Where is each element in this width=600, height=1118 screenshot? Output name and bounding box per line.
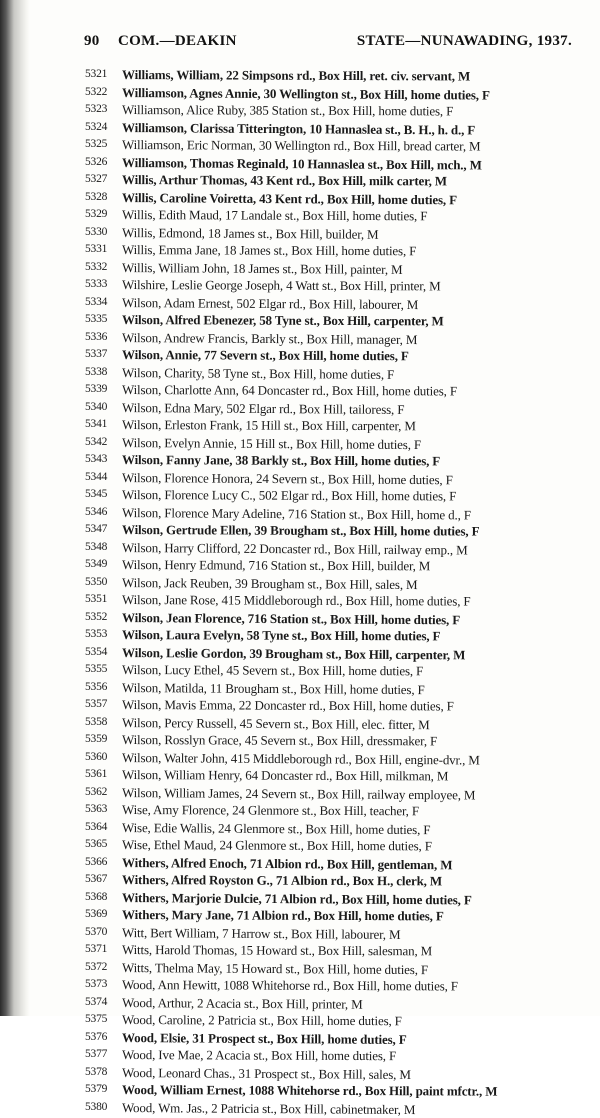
entry-number: 5327 [85,173,108,185]
list-item [0,801,600,819]
entry-text: Wilson, Percy Russell, 45 Severn st., Box Hill, elec. fitter, M [121,714,430,732]
entry-number: 5321 [85,68,108,80]
entry-text: Witts, Harold Thomas, 15 Howard st., Box Hill, salesman, M [121,942,433,959]
entry-number: 5351 [85,593,108,605]
list-item [0,836,600,854]
entry-number: 5378 [85,1065,108,1078]
entry-text: Willis, William John, 18 James st., Box Hill, painter, M [121,259,403,277]
entry-text: Wilson, Walter John, 415 Middleborough rd., Box Hill, engine-dvr., M [121,749,480,767]
list-item [0,364,600,382]
entry-number: 5373 [85,978,108,990]
entry-text: Williamson, Clarissa Titterington, 10 Hannaslea st., B. H., h. d., F [121,119,476,137]
entry-number: 5356 [85,680,108,693]
list-item [0,924,600,942]
entry-number: 5348 [85,540,108,553]
entry-number: 5335 [85,313,108,325]
entry-number: 5331 [85,243,108,255]
entry-text: Wood, Elsie, 31 Prospect st., Box Hill, home duties, F [121,1029,407,1047]
list-item [0,591,600,609]
entry-text: Wilson, William Henry, 64 Doncaster rd., Box Hill, milkman, M [121,767,449,784]
entry-number: 5361 [85,768,108,780]
list-item [0,871,600,889]
entry-number: 5358 [85,715,108,728]
entry-number: 5375 [85,1013,108,1025]
list-item [0,311,600,329]
entry-number: 5325 [85,138,108,150]
entry-text: Wilson, Harry Clifford, 22 Doncaster rd., Box Hill, railway emp., M [121,539,468,557]
list-item [0,329,600,347]
entry-number: 5369 [85,908,108,920]
entry-text: Wilson, Florence Honora, 24 Severn st., Box Hill, home duties, F [121,469,453,487]
list-item [0,854,600,872]
list-item [0,101,600,119]
list-item [0,1099,600,1117]
list-item [0,819,600,837]
entry-text: Wilson, Rosslyn Grace, 45 Severn st., Box Hill, dressmaker, F [121,732,438,749]
entry-text: Wilson, Charity, 58 Tyne st., Box Hill, home duties, F [121,364,395,382]
list-item [0,574,600,592]
entry-text: Withers, Alfred Royston G., 71 Albion rd., Box H., clerk, M [121,872,443,889]
entry-number: 5343 [85,453,108,465]
entry-text: Williamson, Alice Ruby, 385 Station st., Box Hill, home duties, F [121,102,454,119]
list-item [0,171,600,189]
entry-number: 5363 [85,803,108,815]
header-left-title: COM.—DEAKIN [118,33,237,49]
entry-number: 5371 [85,943,108,955]
entry-text: Williamson, Thomas Reginald, 10 Hannaslea st., Box Hill, mch., M [121,154,482,173]
entry-text: Withers, Alfred Enoch, 71 Albion rd., Box Hill, gentleman, M [121,854,453,872]
entry-number: 5349 [85,558,108,570]
entry-text: Willis, Emma Jane, 18 James st., Box Hill, home duties, F [121,242,417,259]
entry-number: 5354 [85,645,108,658]
list-item [0,731,600,749]
entry-text: Wilshire, Leslie George Joseph, 4 Watt st., Box Hill, printer, M [121,277,441,294]
list-item [0,679,600,697]
entry-text: Wood, Leonard Chas., 31 Prospect st., Box Hill, sales, M [121,1064,411,1082]
list-item [0,399,600,417]
list-item [0,486,600,504]
entry-number: 5376 [85,1030,108,1043]
list-item [0,206,600,224]
list-item [0,1064,600,1082]
entry-text: Willis, Edith Maud, 17 Landale st., Box Hill, home duties, F [121,207,428,224]
entry-text: Wilson, Jean Florence, 716 Station st., Box Hill, home duties, F [121,609,461,627]
entry-number: 5350 [85,575,108,588]
entry-text: Wilson, Jane Rose, 415 Middleborough rd., Box Hill, home duties, F [121,592,471,609]
entry-text: Wood, Caroline, 2 Patricia st., Box Hill, home duties, F [121,1012,402,1029]
entry-number: 5345 [85,488,108,500]
list-item [0,766,600,784]
entry-text: Wilson, Florence Mary Adeline, 716 Station st., Box Hill, home d., F [121,504,471,522]
list-item [0,1046,600,1064]
entry-number: 5360 [85,750,108,763]
entry-text: Willis, Arthur Thomas, 43 Kent rd., Box Hill, milk carter, M [121,172,447,189]
entry-text: Wood, William Ernest, 1088 Whitehorse rd., Box Hill, paint mfctr., M [121,1082,498,1099]
entry-text: Wood, Arthur, 2 Acacia st., Box Hill, printer, M [121,994,363,1012]
entry-text: Witts, Thelma May, 15 Howard st., Box Hill, home duties, F [121,959,429,977]
list-item [0,381,600,399]
list-item [0,889,600,907]
entry-text: Wilson, Lucy Ethel, 45 Severn st., Box Hill, home duties, F [121,662,424,679]
entry-text: Wilson, Mavis Emma, 22 Doncaster rd., Box Hill, home duties, F [121,697,454,714]
entry-number: 5362 [85,785,108,798]
entry-text: Wilson, Annie, 77 Severn st., Box Hill, home duties, F [121,347,409,364]
entry-number: 5330 [85,225,108,238]
entry-text: Wilson, Evelyn Annie, 15 Hill st., Box Hill, home duties, F [121,434,422,452]
entry-number: 5338 [85,365,108,378]
entry-number: 5352 [85,610,108,623]
list-item [0,66,600,84]
list-item [0,451,600,469]
entry-text: Witt, Bert William, 7 Harrow st., Box Hill, labourer, M [121,924,401,942]
list-item [0,224,600,242]
entry-number: 5367 [85,873,108,885]
list-item [0,661,600,679]
entry-number: 5324 [85,120,108,133]
entry-number: 5380 [85,1100,108,1113]
entry-number: 5359 [85,733,108,745]
entry-number: 5334 [85,295,108,308]
list-item [0,189,600,207]
list-item [0,154,600,172]
list-item [0,469,600,487]
entry-text: Wood, Ann Hewitt, 1088 Whitehorse rd., Box Hill, home duties, F [121,977,458,994]
entry-text: Wilson, Florence Lucy C., 502 Elgar rd., Box Hill, home duties, F [121,487,457,504]
entry-text: Wilson, Edna Mary, 502 Elgar rd., Box Hill, tailoress, F [121,399,405,417]
page-number: 90 [84,33,100,49]
entry-number: 5374 [85,995,108,1008]
entry-number: 5364 [85,820,108,833]
entry-number: 5332 [85,260,108,273]
list-item [0,1081,600,1099]
entry-number: 5368 [85,890,108,903]
list-item [0,784,600,802]
entry-number: 5379 [85,1083,108,1095]
entry-number: 5328 [85,190,108,203]
list-item [0,539,600,557]
entry-text: Wilson, Erleston Frank, 15 Hill st., Box Hill, carpenter, M [121,417,416,434]
entry-text: Wood, Wm. Jas., 2 Patricia st., Box Hill, cabinetmaker, M [121,1099,416,1117]
entry-text: Wise, Amy Florence, 24 Glenmore st., Box Hill, teacher, F [121,802,419,819]
list-item [0,556,600,574]
entry-text: Wilson, Jack Reuben, 39 Brougham st., Box Hill, sales, M [121,574,418,592]
entry-text: Wilson, Andrew Francis, Barkly st., Box Hill, manager, M [121,329,418,347]
entry-number: 5353 [85,628,108,640]
list-item [0,276,600,294]
entry-text: Wilson, Adam Ernest, 502 Elgar rd., Box Hill, labourer, M [121,294,419,312]
entry-text: Wilson, Leslie Gordon, 39 Brougham st., Box Hill, carpenter, M [121,644,466,662]
list-item [0,346,600,364]
list-item [0,626,600,644]
electoral-roll-list [0,66,600,1116]
list-item [0,644,600,662]
list-item [0,521,600,539]
entry-number: 5341 [85,418,108,430]
entry-text: Wilson, Laura Evelyn, 58 Tyne st., Box Hill, home duties, F [121,627,441,644]
entry-text: Williamson, Agnes Annie, 30 Wellington st., Box Hill, home duties, F [121,84,490,103]
list-item [0,906,600,924]
list-item [0,259,600,277]
list-item [0,749,600,767]
list-item [0,294,600,312]
entry-text: Wilson, Alfred Ebenezer, 58 Tyne st., Box Hill, carpenter, M [121,312,444,329]
entry-number: 5339 [85,383,108,395]
list-item [0,941,600,959]
entry-number: 5365 [85,838,108,850]
list-item [0,84,600,102]
entry-text: Wilson, William James, 24 Severn st., Box Hill, railway employee, M [121,784,476,802]
entry-text: Withers, Mary Jane, 71 Albion rd., Box Hill, home duties, F [121,907,444,924]
header-right-title: STATE—NUNAWADING, 1937. [356,33,572,49]
entry-text: Williams, William, 22 Simpsons rd., Box Hill, ret. civ. servant, M [121,67,471,84]
list-item [0,504,600,522]
entry-number: 5370 [85,925,108,938]
entry-text: Wood, Ive Mae, 2 Acacia st., Box Hill, home duties, F [121,1047,397,1064]
entry-text: Wise, Edie Wallis, 24 Glenmore st., Box Hill, home duties, F [121,819,431,837]
entry-text: Willis, Edmond, 18 James st., Box Hill, builder, M [121,224,379,242]
list-item [0,416,600,434]
page-header [84,33,584,55]
entry-number: 5377 [85,1048,108,1060]
entry-text: Wilson, Fanny Jane, 38 Barkly st., Box Hill, home duties, F [121,452,441,469]
entry-number: 5336 [85,330,108,343]
entry-text: Wilson, Charlotte Ann, 64 Doncaster rd., Box Hill, home duties, F [121,382,457,399]
entry-number: 5346 [85,505,108,518]
list-item [0,609,600,627]
list-item [0,994,600,1012]
entry-number: 5342 [85,435,108,448]
entry-number: 5372 [85,960,108,973]
list-item [0,1011,600,1029]
list-item [0,696,600,714]
entry-text: Wilson, Gertrude Ellen, 39 Brougham st., Box Hill, home duties, F [121,522,480,539]
entry-number: 5337 [85,348,108,360]
entry-number: 5344 [85,470,108,483]
entry-number: 5323 [85,103,108,115]
list-item [0,714,600,732]
list-item [0,434,600,452]
entry-number: 5326 [85,155,108,168]
entry-number: 5347 [85,523,108,535]
list-item [0,976,600,994]
entry-number: 5322 [85,85,108,98]
entry-text: Wise, Ethel Maud, 24 Glenmore st., Box Hill, home duties, F [121,837,432,854]
entry-number: 5340 [85,400,108,413]
entry-text: Wilson, Henry Edmund, 716 Station st., Box Hill, builder, M [121,557,431,574]
entry-number: 5366 [85,855,108,868]
entry-text: Willis, Caroline Voiretta, 43 Kent rd., Box Hill, home duties, F [121,189,457,207]
list-item [0,241,600,259]
entry-number: 5357 [85,698,108,710]
list-item [0,119,600,137]
list-item [0,136,600,154]
entry-number: 5333 [85,278,108,290]
list-item [0,959,600,977]
entry-text: Wilson, Matilda, 11 Brougham st., Box Hill, home duties, F [121,679,425,697]
entry-number: 5329 [85,208,108,220]
entry-text: Williamson, Eric Norman, 30 Wellington rd., Box Hill, bread carter, M [121,137,481,154]
list-item [0,1029,600,1047]
entry-number: 5355 [85,663,108,675]
entry-text: Withers, Marjorie Dulcie, 71 Albion rd., Box Hill, home duties, F [121,889,472,907]
